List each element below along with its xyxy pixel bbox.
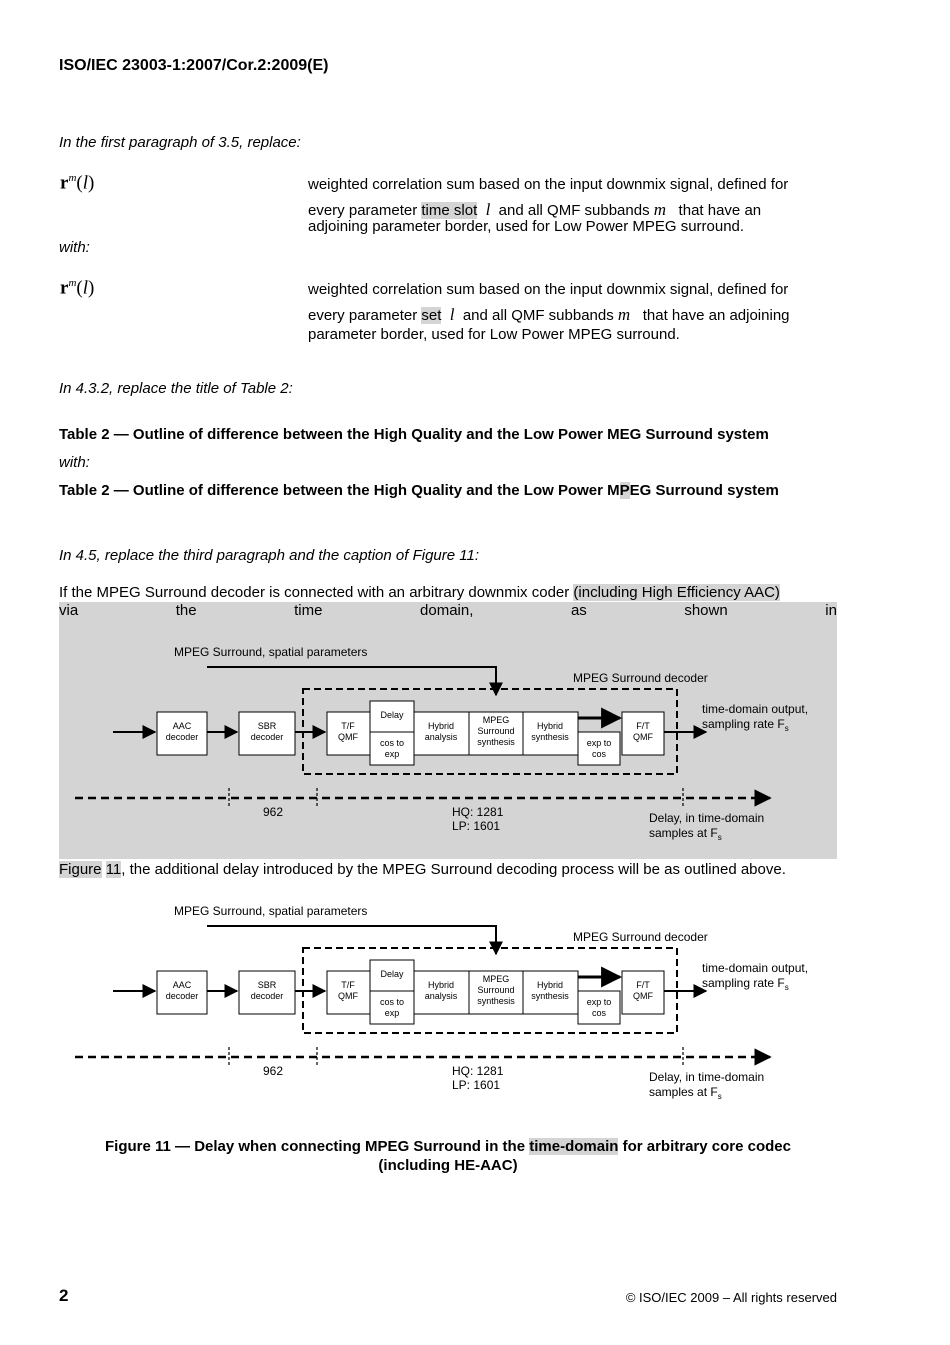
diagram-group-1 <box>75 645 808 842</box>
svg-text:decoder: decoder <box>250 991 284 1001</box>
svg-text:cos: cos <box>591 1008 607 1018</box>
svg-text:samples at Fs: samples at $F_s$ <box>649 1085 722 1101</box>
svg-text:AAC: AAC <box>172 980 192 990</box>
svg-text:SBR: SBR <box>257 721 277 731</box>
svg-text:QMF: QMF <box>633 732 653 742</box>
svg-text:synthesis: synthesis <box>531 732 569 742</box>
svg-text:AAC: AAC <box>172 721 192 731</box>
paragraph-after-figure: Figure 11, the additional delay introduced by the MPEG Surround decoding process will be as outlined above. <box>59 861 786 878</box>
new-definition-text: weighted correlation sum based on the input downmix signal, defined for every parameter set l and all QMF subbands m that have an adjoining parameter border, used for Low Power MPEG surround. <box>308 281 790 343</box>
svg-text:MPEG Surround decoder: MPEG Surround decoder <box>573 671 708 685</box>
svg-text:MPEG Surround decoder: MPEG Surround decoder <box>573 930 708 944</box>
svg-text:T/F: T/F <box>341 721 355 731</box>
diagram-group-2 <box>75 904 808 1101</box>
svg-text:Delay: Delay <box>380 969 404 979</box>
svg-text:Hybrid: Hybrid <box>536 721 564 731</box>
svg-text:exp: exp <box>384 749 400 759</box>
highlight-time-slot: time slot <box>421 202 478 219</box>
old-definition-text: weighted correlation sum based on the input downmix signal, defined for every parameter time slot l and all QMF subbands m that have an adjoining parameter border, used for Low Power MPEG surround. <box>308 176 789 235</box>
svg-text:HQ: 1281: HQ: 1281 <box>452 1064 504 1078</box>
svg-text:LP: 1601: LP: 1601 <box>452 1078 501 1092</box>
highlight-time-domain: time-domain <box>529 1138 619 1155</box>
svg-text:962: 962 <box>262 1064 284 1078</box>
svg-text:decoder: decoder <box>250 732 284 742</box>
old-table-title: Table 2 — Outline of difference between the High Quality and the Low Power MEG Surround system <box>59 426 769 443</box>
svg-text:F/T: F/T <box>636 721 650 731</box>
symbol-r-m-l: $r^m(l)$ <box>60 172 95 194</box>
paragraph-line-2: via the time domain, as shown in <box>59 602 837 619</box>
copyright: © ISO/IEC 2009 – All rights reserved <box>625 1290 837 1305</box>
svg-text:cos to: cos to <box>379 738 405 748</box>
instruction-4-5: In 4.5, replace the third paragraph and the caption of Figure 11: <box>59 547 479 564</box>
svg-text:HQ: 1281: HQ: 1281 <box>452 805 504 819</box>
svg-text:samples at Fs: samples at $F_s$ <box>649 826 722 842</box>
instruction-4-3-2: In 4.3.2, replace the title of Table 2: <box>59 380 293 397</box>
svg-text:Hybrid: Hybrid <box>427 721 455 731</box>
with-label-2: with: <box>59 454 90 471</box>
figure-11-diagram <box>0 899 950 1104</box>
svg-text:Hybrid: Hybrid <box>536 980 564 990</box>
instruction-3-5: In the first paragraph of 3.5, replace: <box>59 134 301 151</box>
svg-text:LP: 1601: LP: 1601 <box>452 819 501 833</box>
svg-text:SBR: SBR <box>257 980 277 990</box>
svg-text:decoder: decoder <box>165 991 199 1001</box>
svg-text:time-domain output,: time-domain output, <box>702 961 809 975</box>
svg-text:QMF: QMF <box>338 991 358 1001</box>
svg-text:Delay: Delay <box>380 710 404 720</box>
svg-text:Surround: Surround <box>477 985 515 995</box>
with-label-1: with: <box>59 239 90 256</box>
svg-text:F/T: F/T <box>636 980 650 990</box>
svg-text:Delay, in time-domain: Delay, in time-domain <box>649 1070 765 1084</box>
svg-text:cos: cos <box>591 749 607 759</box>
svg-text:exp to: exp to <box>586 997 612 1007</box>
document-header: ISO/IEC 23003-1:2007/Cor.2:2009(E) <box>59 57 329 74</box>
svg-text:MPEG: MPEG <box>482 974 510 984</box>
svg-text:time-domain output,: time-domain output, <box>702 702 809 716</box>
svg-text:QMF: QMF <box>338 732 358 742</box>
highlight-he-aac: (including High Efficiency AAC) <box>573 584 780 601</box>
svg-text:Delay, in time-domain: Delay, in time-domain <box>649 811 765 825</box>
svg-text:synthesis: synthesis <box>477 737 515 747</box>
highlight-set: set <box>421 307 442 324</box>
svg-text:synthesis: synthesis <box>477 996 515 1006</box>
svg-text:MPEG Surround, spatial paramet: MPEG Surround, spatial parameters <box>174 645 368 659</box>
delay-diagram-highlighted <box>0 640 950 845</box>
svg-text:exp: exp <box>384 1008 400 1018</box>
symbol-r-m-l-new: $r^m(l)$ <box>60 277 95 299</box>
svg-text:decoder: decoder <box>165 732 199 742</box>
svg-text:QMF: QMF <box>633 991 653 1001</box>
svg-text:cos to: cos to <box>379 997 405 1007</box>
svg-text:analysis: analysis <box>424 991 458 1001</box>
svg-text:Hybrid: Hybrid <box>427 980 455 990</box>
svg-text:Surround: Surround <box>477 726 515 736</box>
new-table-title: Table 2 — Outline of difference between the High Quality and the Low Power MPEG Surround system <box>59 482 779 499</box>
highlight-p: P <box>619 482 630 499</box>
svg-text:MPEG: MPEG <box>482 715 510 725</box>
svg-text:sampling rate Fs: sampling rate $F_s$ <box>702 717 789 733</box>
svg-text:sampling rate Fs: sampling rate $F_s$ <box>702 976 789 992</box>
svg-text:synthesis: synthesis <box>531 991 569 1001</box>
svg-text:962: 962 <box>262 805 284 819</box>
figure-11-caption: Figure 11 — Delay when connecting MPEG Surround in the time-domain for arbitrary core codec (including HE-AAC) <box>105 1138 791 1174</box>
page-number: 2 <box>59 1286 69 1305</box>
svg-text:T/F: T/F <box>341 980 355 990</box>
paragraph-line-1: If the MPEG Surround decoder is connected with an arbitrary downmix coder (including High Efficiency AAC) <box>59 584 780 601</box>
svg-text:MPEG Surround, spatial paramet: MPEG Surround, spatial parameters <box>174 904 368 918</box>
svg-text:analysis: analysis <box>424 732 458 742</box>
svg-text:exp to: exp to <box>586 738 612 748</box>
